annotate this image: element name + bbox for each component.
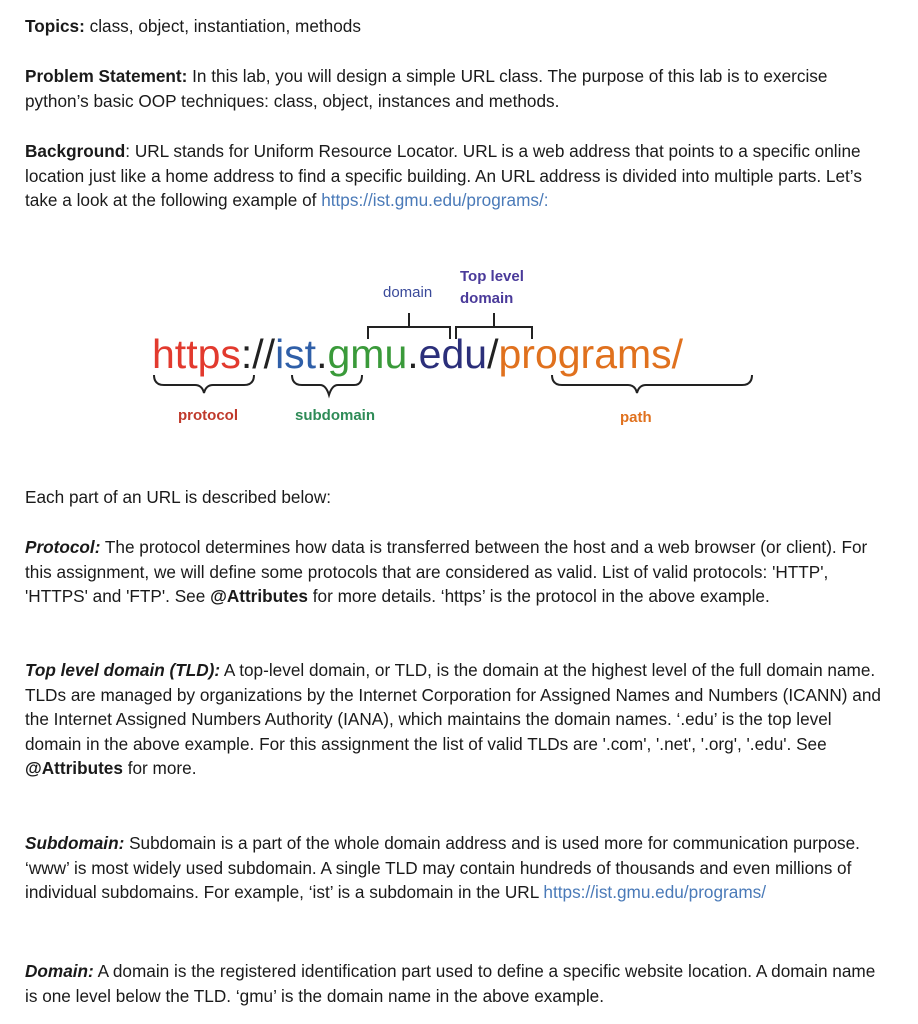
protocol-def-text-2: for more details. ‘https’ is the protocol in the above example.: [307, 586, 770, 607]
background-paragraph: [25, 139, 885, 213]
protocol-brace: [154, 375, 254, 393]
url-tld: edu: [418, 331, 488, 377]
tld-def-text-2: for more.: [122, 758, 197, 779]
url-separator: ://: [240, 331, 276, 377]
label-subdomain: subdomain: [295, 407, 376, 424]
intro-line: Each part of an URL is described below:: [25, 487, 332, 507]
url-domain: gmu: [327, 331, 408, 377]
attributes-reference: @Attributes: [210, 586, 308, 607]
subdomain-example-link[interactable]: https://ist.gmu.edu/programs/: [543, 882, 767, 903]
label-domain: domain: [383, 284, 433, 301]
url-dot-2: .: [407, 331, 419, 377]
domain-def-text: A domain is the registered identification part used to define a specific website location. A domain name is one level below the TLD. ‘gmu’ is the domain name in the above example.: [25, 961, 876, 1006]
url-slash: /: [487, 331, 499, 377]
topics-line: [25, 14, 885, 39]
problem-label: Problem Statement:: [25, 66, 188, 86]
background-label: Background: [25, 141, 126, 161]
problem-text: In this lab, you will design a simple URL class. The purpose of this lab is to exercise python’s basic OOP techniques: class, object, instances and methods.: [25, 66, 828, 111]
path-brace: [552, 375, 752, 393]
subdomain-def-text: Subdomain is a part of the whole domain address and is used more for communication purpose. ‘www’ is most widely used subdomain. A single TLD may contain hundreds of thousands and even millions of individual subdomains. For example, ‘ist’ is a subdomain in the URL: [25, 833, 860, 903]
subdomain-brace: [292, 375, 362, 395]
subdomain-def-label: Subdomain:: [25, 833, 125, 853]
tld-def-text-1: A top-level domain, or TLD, is the domain at the highest level of the full domain name. TLDs are managed by organizations by the Internet Corporation for Assigned Names and Numbers (ICANN) and the Internet Assigned Numbers Authority (IANA), which maintains the domain names. ‘.edu’ is the top level domain in the above example. For this assignment the list of valid TLDs are '.com', '.net', '.org', '.edu'. See: [25, 660, 881, 754]
example-url-link[interactable]: https://ist.gmu.edu/programs/:: [321, 190, 549, 211]
problem-statement: [25, 64, 885, 113]
url-parts-diagram: [140, 255, 780, 435]
domain-def-label: Domain:: [25, 961, 94, 981]
url-protocol: https: [152, 331, 241, 377]
url-subdomain: ist: [275, 331, 317, 377]
topics-label: Topics:: [25, 16, 85, 36]
tld-def-label: Top level domain (TLD):: [25, 660, 221, 680]
protocol-definition: [25, 535, 885, 609]
background-text: : URL stands for Uniform Resource Locator. URL is a web address that points to a specific online location just like a home address to find a specific building. An URL address is divided into multiple parts. Let’s take a look at the following example of: [25, 141, 862, 211]
protocol-def-label: Protocol:: [25, 537, 101, 557]
example-url: [152, 331, 684, 377]
protocol-def-text-1: The protocol determines how data is transferred between the host and a web browser (or client). For this assignment, we will define some protocols that are considered as valid. List of valid protocols: 'HTTP', 'HTTPS' and 'FTP'. See: [25, 537, 868, 607]
domain-definition: [25, 959, 885, 1008]
label-tld-line2: domain: [460, 290, 514, 307]
label-tld-line1: Top level: [460, 268, 524, 285]
attributes-reference: @Attributes: [25, 758, 123, 779]
label-protocol: protocol: [178, 407, 238, 424]
topics-text: class, object, instantiation, methods: [84, 16, 361, 36]
label-path: path: [620, 409, 652, 426]
tld-definition: [25, 658, 885, 781]
url-dot-1: .: [316, 331, 328, 377]
subdomain-definition: [25, 831, 885, 905]
url-path: programs/: [498, 331, 684, 377]
